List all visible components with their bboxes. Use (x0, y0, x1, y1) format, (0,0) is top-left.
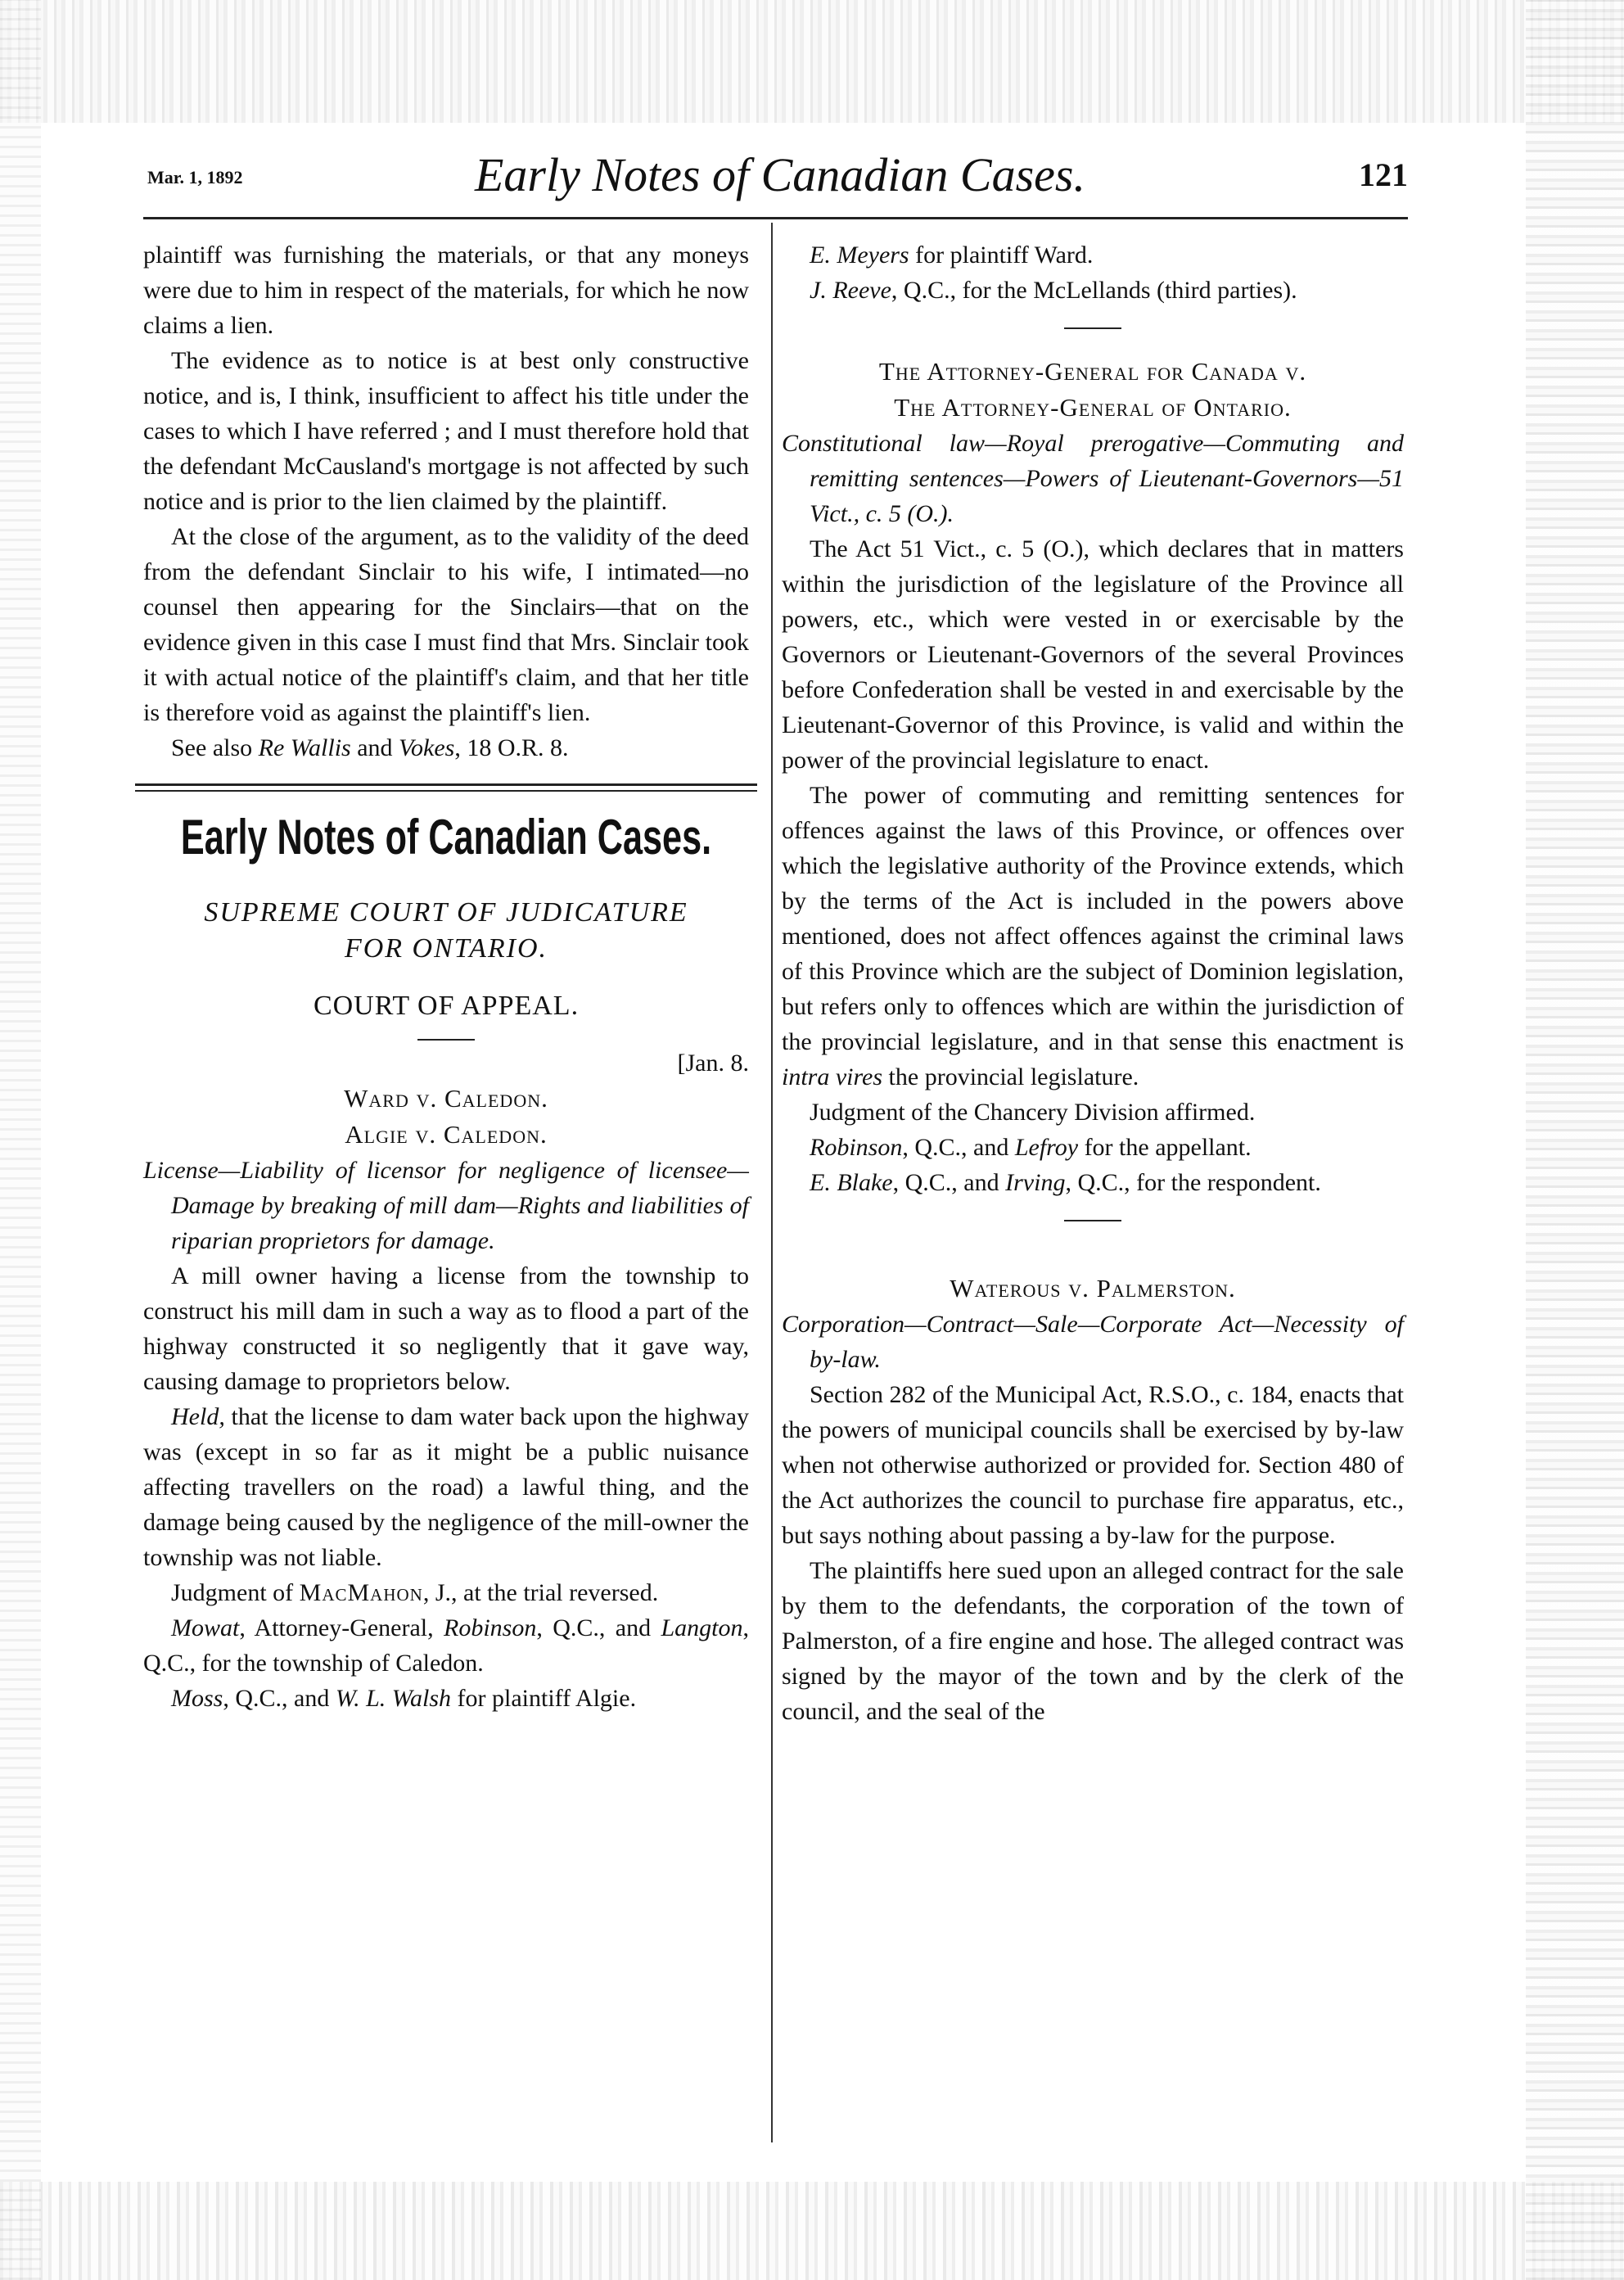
counsel (782, 273, 1404, 308)
case-name: Re Wallis (258, 734, 351, 761)
counsel-name: Mowat (171, 1614, 240, 1641)
latin-term: intra vires (782, 1063, 883, 1090)
text: the provincial legislature. (882, 1063, 1139, 1090)
paragraph: The Act 51 Vict., c. 5 (O.), which declares that in matters within the jurisdiction of the legislature of the Province all powers, etc., which were vested in or exercisable by the Governors or Lieutenant-Governors of the several Provinces before Confederation shall be vested in and exercisable by the Lieutenant-Governor of this Province, is valid and within the power of the provincial legislature to enact. (782, 535, 1404, 774)
case-name: Vokes (399, 734, 455, 761)
headnote: License—Liability of licensor for negligence of licensee—Damage by breaking of mill dam—Rights and liabilities of riparian proprietors for damage. (143, 1157, 749, 1254)
scan-edge-top (0, 0, 1624, 123)
section-divider (135, 783, 757, 792)
column-divider (771, 223, 773, 2142)
scan-edge-bottom (0, 2182, 1624, 2280)
counsel-name: Irving (1005, 1169, 1066, 1196)
paragraph: The plaintiffs here sued upon an alleged contract for the sale by them to the defendants, the corporation of the town of Palmerston, of a fire engine and hose. The alleged contract was signed by the mayor of the town and by the clerk of the council, and the seal of the (782, 1557, 1404, 1725)
right-column (782, 237, 1404, 1729)
case-date: [Jan. 8. (677, 1050, 749, 1077)
text: , Q.C., and (902, 1134, 1015, 1161)
paragraph: The evidence as to notice is at best only constructive notice, and is, I think, insufficient to affect his title under the cases to which I have referred ; and I must therefore hold that the defendant McCausland's mortgage is not affected by such notice and is prior to the lien claimed by the plaintiff. (143, 347, 749, 515)
section-title: Early Notes of Canadian Cases. (180, 810, 712, 865)
text: , Q.C., and (536, 1614, 661, 1641)
text: See also (171, 734, 259, 761)
text: Judgment of (171, 1579, 300, 1606)
counsel (782, 1165, 1404, 1200)
see-also-citation (143, 730, 749, 765)
counsel-name: Lefroy (1014, 1134, 1079, 1161)
counsel (782, 237, 1404, 273)
counsel-name: Robinson (810, 1134, 903, 1161)
counsel-name: E. Meyers (810, 242, 909, 269)
held-label: Held, (171, 1403, 225, 1430)
headnote: Corporation—Contract—Sale—Corporate Act—Necessity of by-law. (782, 1311, 1404, 1373)
judge-name: MacMahon (299, 1579, 423, 1606)
header-title: Early Notes of Canadian Cases. (475, 148, 1085, 201)
judgment (143, 1575, 749, 1610)
counsel-name: J. Reeve (810, 277, 891, 304)
paragraph: A mill owner having a license from the township to construct his mill dam in such a way as to flood a part of the highway constructed it so negligently that it gave way, causing damage to proprietors below. (143, 1262, 749, 1395)
paragraph: At the close of the argument, as to the validity of the deed from the defendant Sinclair to his wife, I intimated—no counsel then appearing for the Sinclairs—that on the evidence given in this case I must find that Mrs. Sinclair took it with actual notice of the plaintiff's claim, and that her title is therefore void as against the plaintiff's lien. (143, 523, 749, 726)
page-number: 121 (1359, 156, 1408, 193)
text: , Q.C., and (223, 1685, 336, 1712)
header-date: Mar. 1, 1892 (147, 167, 243, 187)
text: , Q.C., for the McLellands (third parties). (891, 277, 1297, 304)
case-title: The Attorney-General of Ontario. (894, 393, 1292, 422)
counsel-name: E. Blake (810, 1169, 893, 1196)
left-column (143, 237, 749, 1716)
court-division: COURT OF APPEAL. (313, 991, 580, 1021)
text: and (350, 734, 399, 761)
counsel (143, 1681, 749, 1716)
scan-edge-left (0, 0, 41, 2280)
text: , 18 O.R. 8. (454, 734, 569, 761)
short-rule (1064, 327, 1121, 329)
short-rule (1064, 1220, 1121, 1221)
running-header (147, 147, 1408, 205)
text: that the license to dam water back upon the highway was (except in so far as it might be a public nuisance affecting travellers on the road) a lawful thing, and the damage being caused by the negligence of the mill-owner the township was not liable. (143, 1403, 749, 1571)
counsel-name: Langton (661, 1614, 743, 1641)
held-paragraph (143, 1399, 749, 1575)
headnote: Constitutional law—Royal prerogative—Commuting and remitting sentences—Powers of Lieutenant-Governors—51 Vict., c. 5 (O.). (782, 430, 1404, 527)
counsel (143, 1610, 749, 1681)
case-title: The Attorney-General for Canada v. (878, 357, 1307, 386)
text: for plaintiff Algie. (451, 1685, 637, 1712)
short-rule (417, 1039, 475, 1041)
case-title: Waterous v. Palmerston. (950, 1274, 1236, 1303)
counsel-name: Moss (171, 1685, 223, 1712)
court-name-line: SUPREME COURT OF JUDICATURE (204, 897, 688, 928)
text: , Attorney-General, (239, 1614, 444, 1641)
text: for the appellant. (1078, 1134, 1252, 1161)
text: , Q.C., for the respondent. (1065, 1169, 1321, 1196)
text: The power of commuting and remitting sentences for offences against the laws of this Province, or offences over which the legislative authority of the Province extends, which by the terms of the Act is included in the powers above mentioned, does not affect offences against the criminal laws of this Province which are the subject of Dominion legislation, but refers only to offences which are within the jurisdiction of the provincial legislature, and in that sense this enactment is (782, 782, 1404, 1055)
court-name-line: FOR ONTARIO. (344, 933, 548, 964)
paragraph: Section 282 of the Municipal Act, R.S.O., c. 184, enacts that the powers of municipal councils shall be exercised by by-law when not otherwise authorized or provided for. Section 480 of the Act authorizes the council to purchase fire apparatus, etc., but says nothing about passing a by-law for the purpose. (782, 1381, 1404, 1549)
counsel-name: W. L. Walsh (335, 1685, 452, 1712)
header-rule (143, 217, 1408, 219)
counsel (782, 1130, 1404, 1165)
scan-edge-right (1526, 0, 1624, 2280)
text: , Q.C., and (892, 1169, 1006, 1196)
text: for plaintiff Ward. (909, 242, 1094, 269)
case-title: Algie v. Caledon. (345, 1120, 548, 1149)
court-name (143, 895, 749, 967)
text: , Q.C., for the township of Caledon. (143, 1614, 749, 1677)
counsel-name: Robinson (444, 1614, 537, 1641)
paragraph (782, 778, 1404, 1095)
case-title: Ward v. Caledon. (344, 1084, 548, 1113)
paragraph: plaintiff was furnishing the materials, or that any moneys were due to him in respect of the materials, for which he now claims a lien. (143, 242, 749, 339)
judgment: Judgment of the Chancery Division affirmed. (810, 1099, 1256, 1126)
text: , J., at the trial reversed. (422, 1579, 659, 1606)
